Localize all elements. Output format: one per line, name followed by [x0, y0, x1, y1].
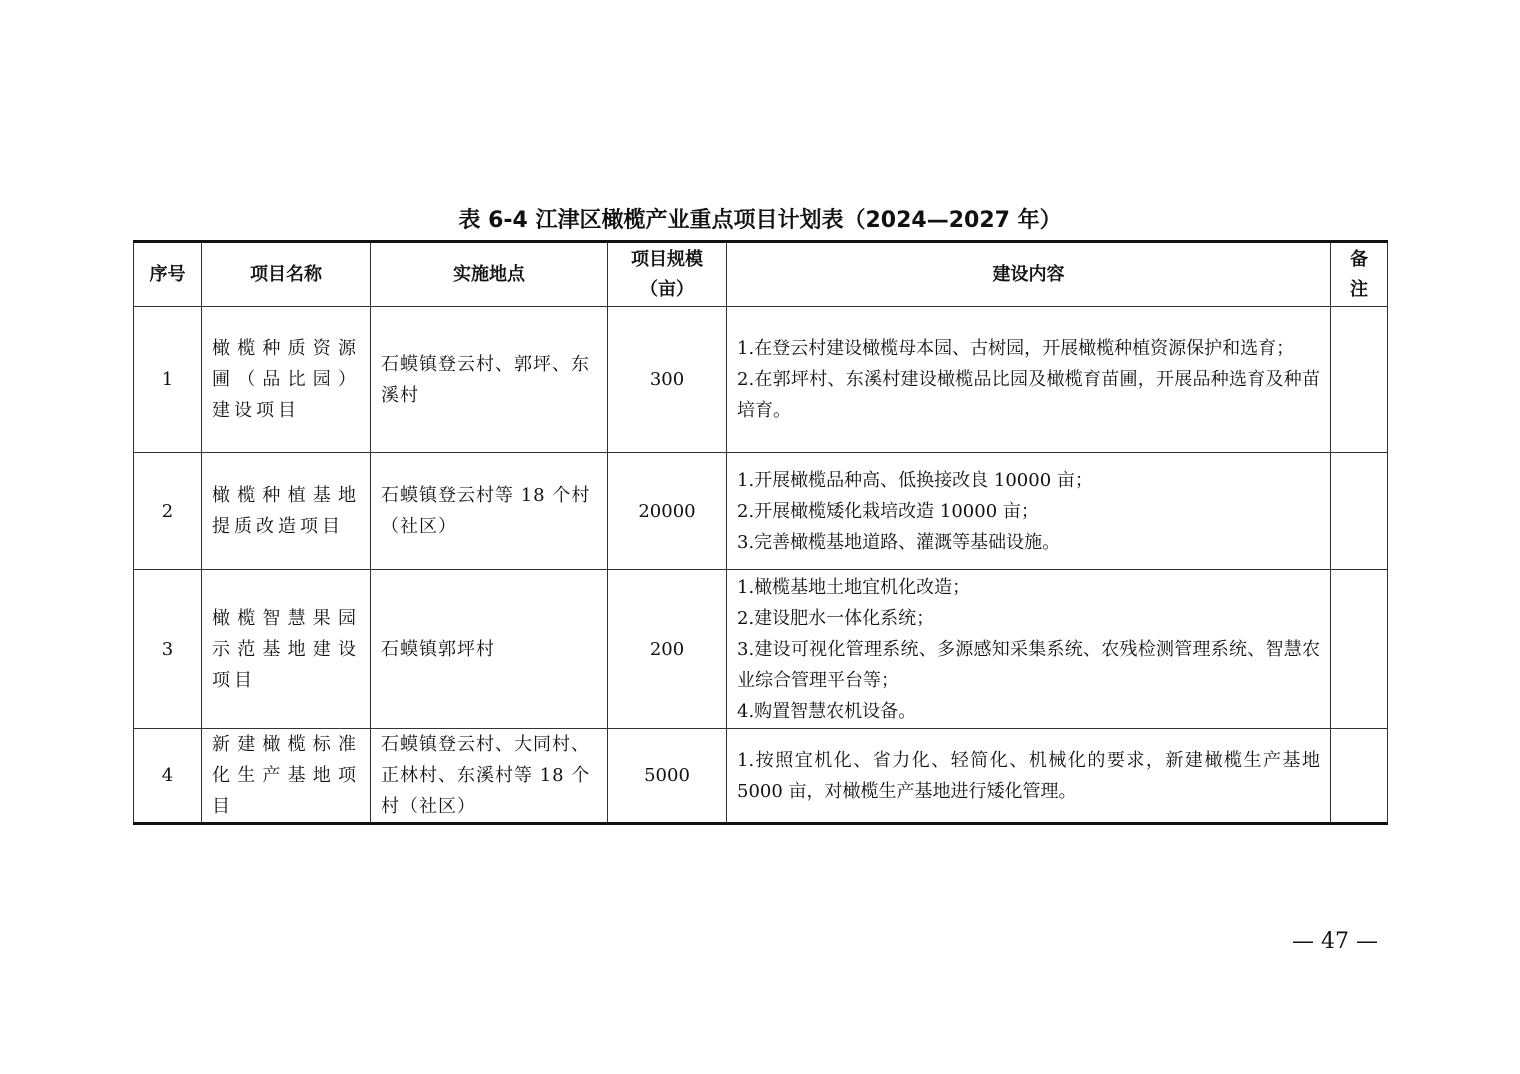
row-content	[727, 570, 1331, 729]
row-content	[727, 729, 1331, 824]
content-item: 3.完善橄榄基地道路、灌溉等基础设施。	[737, 531, 1061, 553]
header-location: 实施地点	[371, 242, 608, 307]
table-row	[134, 570, 1388, 729]
table-row	[134, 453, 1388, 570]
row-scale: 300	[608, 307, 727, 453]
row-scale: 20000	[608, 453, 727, 570]
row-content	[727, 453, 1331, 570]
content-item: 1.在登云村建设橄榄母本园、古树园，开展橄榄种植资源保护和选育；	[737, 338, 1295, 359]
content-item: 2.开展橄榄矮化栽培改造 10000 亩；	[737, 500, 1039, 522]
project-plan-table	[133, 240, 1388, 825]
header-scale	[608, 242, 727, 307]
row-remark	[1331, 570, 1388, 729]
row-remark	[1331, 729, 1388, 824]
page-number: — 47 —	[1292, 929, 1378, 954]
row-content	[727, 307, 1331, 453]
header-remark-line2: 注	[1350, 278, 1368, 300]
header-no: 序号	[134, 242, 202, 307]
content-item: 3.建设可视化管理系统、多源感知采集系统、农残检测管理系统、智慧农业综合管理平台等；	[737, 638, 1320, 691]
row-remark	[1331, 307, 1388, 453]
content-item: 4.购置智慧农机设备。	[737, 700, 917, 722]
row-scale: 200	[608, 570, 727, 729]
header-name: 项目名称	[202, 242, 371, 307]
row-no: 1	[134, 307, 202, 453]
row-location: 石蟆镇郭坪村	[371, 570, 608, 729]
header-scale-line1: 项目规模	[631, 248, 703, 270]
row-name: 新建橄榄标准化生产基地项目	[202, 729, 371, 824]
content-item: 1.橄榄基地土地宜机化改造；	[737, 576, 971, 598]
table-title: 表 6-4 江津区橄榄产业重点项目计划表（2024—2027 年）	[458, 208, 1062, 233]
content-item: 2.在郭坪村、东溪村建设橄榄品比园及橄榄育苗圃，开展品种选育及种苗培育。	[737, 369, 1320, 421]
table-row	[134, 729, 1388, 824]
row-location: 石蟆镇登云村、大同村、正林村、东溪村等 18 个村（社区）	[371, 729, 608, 824]
row-no: 3	[134, 570, 202, 729]
content-item: 1.按照宜机化、省力化、轻简化、机械化的要求，新建橄榄生产基地 5000 亩，对橄榄生产基地进行矮化管理。	[737, 749, 1320, 802]
content-item: 1.开展橄榄品种高、低换接改良 10000 亩；	[737, 469, 1093, 491]
row-name: 橄榄智慧果园示范基地建设项目	[202, 570, 371, 729]
header-remark	[1331, 242, 1388, 307]
content-item: 2.建设肥水一体化系统；	[737, 607, 935, 629]
row-no: 2	[134, 453, 202, 570]
row-no: 4	[134, 729, 202, 824]
header-content: 建设内容	[727, 242, 1331, 307]
row-name: 橄榄种植基地提质改造项目	[202, 453, 371, 570]
header-scale-line2: （亩）	[640, 278, 694, 300]
row-remark	[1331, 453, 1388, 570]
table-row	[134, 307, 1388, 453]
row-location: 石蟆镇登云村、郭坪、东溪村	[371, 307, 608, 453]
row-location: 石蟆镇登云村等 18 个村（社区）	[371, 453, 608, 570]
row-scale: 5000	[608, 729, 727, 824]
table-header-row	[134, 242, 1388, 307]
header-remark-line1: 备	[1350, 248, 1368, 270]
row-name: 橄榄种质资源圃（品比园）建设项目	[202, 307, 371, 453]
